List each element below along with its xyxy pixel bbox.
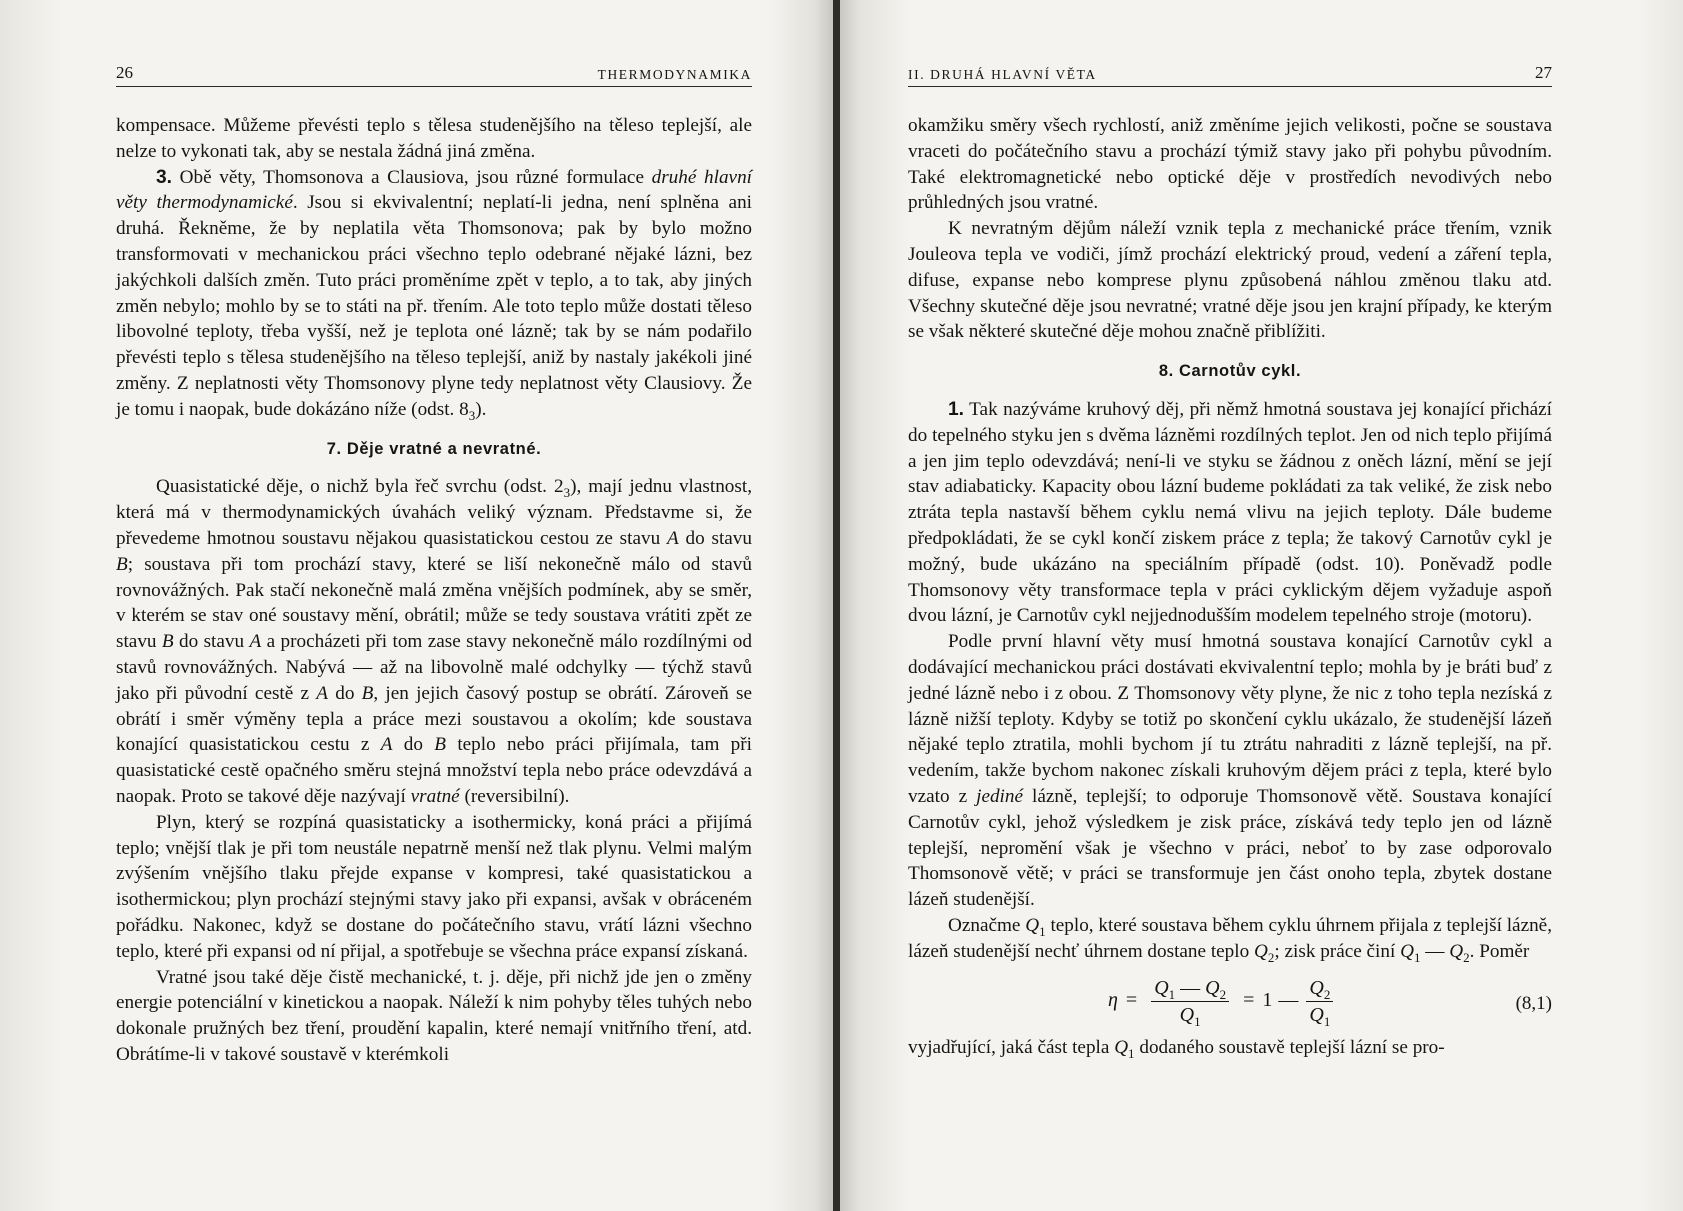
left-text-block xyxy=(116,113,752,1068)
paragraph-first-law: Podle první hlavní věty musí hmotná soustava konající Carnotův cykl a dodávající mechanickou práci dostávati ekvivalentní teplo; mohla by je bráti buď z jedné lázně nebo i z obou. Z Thomsonovy věty plyne, že nic z toho tepla nezíská z lázně nižší teploty. Kdyby se totiž po skončení cyklu ukázalo, že studenější lázeň nějaké teplo ztratila, mohli bychom jí tu ztrátu nahraditi z lázně teplejší, na př. vedením, takže bychom nakonec získali kruhovým dějem práci z tepla, které bylo vzato z jediné lázně, teplejší; to odporuje Thomsonově větě. Soustava konající Carnotův cykl, jehož výsledkem je zisk práce, získává tedy teplo jen od lázně teplejší, nepromění však je všechno v práci, neboť to by zase odporovalo Thomsonově větě; v práci se transformuje jen část onoho tepla, zbytek dostane lázeň studenější. xyxy=(908,631,1552,911)
formula-efficiency xyxy=(908,971,1552,1031)
page-number-left: 26 xyxy=(116,63,133,82)
paragraph-carnot-definition: 1. Tak nazýváme kruhový děj, při němž hmotná soustava jej konající přichází do tepelného styku jen s dvěma lázněmi rozdílných teplot. Jen od nich teplo přijímá a jen jim teplo odevzdává; není-li ve styku se žádnou z oněch lázní, mění se její stav adiabaticky. Kapacity obou lázní budeme pokládati za tak veliké, že zisk nebo ztráta tepla nastavší během cyklu nemá vlivu na jejich teploty. Dále budeme předpokládati, že se cykl končí ziskem práce z tepla; že takový Carnotův cykl je možný, bude ukázáno na speciálním případě (odst. 10). Poněvadž podle Thomsonovy věty transformace tepla v práci cyklickým dějem vyžaduje aspoň dvou lázní, je Carnotův cykl nejjednodušším modelem tepelného stroje (motoru). xyxy=(908,398,1552,627)
section-heading-7: 7. Děje vratné a nevratné. xyxy=(326,439,542,458)
running-title-right: II. DRUHÁ HLAVNÍ VĚTA xyxy=(908,67,1097,82)
efficiency-equation: η = $\frac{Q_1 — Q_2}{Q_1}$ = 1 — $\frac{Q_2}{Q_1}$ xyxy=(1108,977,1339,1026)
paragraph-kompensace: kompensace. Můžeme převésti teplo s tělesa studenějšího na těleso teplejší, ale nelze to vykonati tak, aby se nestala žádná jiná změna. xyxy=(116,115,752,162)
paragraph-irreversible: K nevratným dějům náleží vznik tepla z mechanické práce třením, vznik Jouleova tepla ve vodiči, jímž prochází elektrický proud, vedení a záření tepla, difuse, expanse nebo komprese plynu způsobená náhlou změnou tlaku atd. Všechny skutečné děje jsou nevratné; vratné děje jsou jen krajní případy, ke kterým se však některé skutečné děje mohou značně přiblížiti. xyxy=(908,218,1552,343)
book-gutter xyxy=(833,0,840,1211)
right-text-block xyxy=(908,113,1552,1060)
running-head-right xyxy=(908,64,1552,87)
paragraph-quasistatic: Quasistatické děje, o nichž byla řeč svrchu (odst. $2_3$), mají jednu vlastnost, která má v thermodynamických úvahách veliký význam. Představme si, že převedeme hmotnou soustavu nějakou quasistatickou cestou ze stavu A do stavu B; soustava při tom prochází stavy, které se liší nekonečně málo od stavů rovnovážných. Pak stačí nekonečně malá změna vnějších podmínek, aby se směr, v kterém se stav oné soustavy mění, obrátil; může se tedy soustava vrátiti zpět ze stavu B do stavu A a procházeti při tom zase stavy nekonečně málo rozdílnými od stavů rovnovážných. Nabývá — až na libovolně malé odchylky — týchž stavů jako při původní cestě z A do B, jen jejich časový postup se obrátí. Zároveň se obrátí i směr výměny tepla a práce mezi soustavou a okolím; kde soustava konající quasistatickou cestu z A do B teplo nebo práci přijímala, tam při quasistatické cestě opačného směru stejná množství tepla nebo práce odevzdává a naopak. Proto se takové děje nazývají vratné (reversibilní). xyxy=(116,476,752,807)
running-title-left: THERMODYNAMIKA xyxy=(597,67,752,82)
page-number-right: 27 xyxy=(1535,63,1552,82)
paragraph-gas-expansion: Plyn, který se rozpíná quasistaticky a isothermicky, koná práci a přijímá teplo; vnější tlak je při tom neustále nepatrně menší než tlak plynu. Velmi malým zvýšením vnějšího tlaku přejde expanse v kompresi, také quasistatickou a isothermickou; plyn prochází stejnými stavy jako při expansi, avšak v obráceném pořádku. Nakonec, když se dostane do počátečního stavu, vrátí lázni všechno teplo, které při expansi od ní přijal, a spotřebuje se všechna práce expansí získaná. xyxy=(116,811,752,962)
paragraph-number: 3. xyxy=(156,166,173,188)
paragraph-equivalence: 3. Obě věty, Thomsonova a Clausiova, jsou různé formulace druhé hlavní věty thermodynamické. Jsou si ekvivalentní; neplatí-li jedna, není splněna ani druhá. Řekněme, že by neplatila věta Thomsonova; pak by bylo možno transformovati v mechanickou práci všechno teplo odebrané nějaké lázni, bez jakýchkoli dalších změn. Tuto práci proměníme zpět v teplo, a to tak, aby jiných změn nebylo; mohlo by se to státi na př. třením. Ale toto teplo může dostati těleso libovolné teploty, třeba vyšší, než je teplota oné lázně; tak by se nám podařilo převésti teplo s tělesa studenějšího na těleso teplejší, aniž by nastaly jakékoli jiné změny. Z neplatnosti věty Thomsonovy plyne tedy neplatnost věty Clausiovy. Že je tomu i naopak, bude dokázáno níže (odst. $8_3$). xyxy=(116,166,752,423)
paragraph-mechanical: Vratné jsou také děje čistě mechanické, t. j. děje, při nichž jde jen o změny energie potenciální v kinetickou a naopak. Náleží k nim pohyby těles tuhých nebo dokonale pružných bez tření, proudění kapalin, které nemají vnitřního tření, atd. Obrátíme-li v takové soustavě v kterémkoli xyxy=(116,966,752,1065)
running-head-left xyxy=(116,64,752,87)
paragraph-oznacme: Označme $Q_1$ teplo, které soustava během cyklu úhrnem přijala z teplejší lázně, lázeň studenější nechť úhrnem dostane teplo $Q_2$; zisk práce činí $Q_1$ — $Q_2$. Poměr xyxy=(908,914,1552,965)
term-vratne: vratné xyxy=(410,785,460,807)
fraction-work-over-heat: $\frac{Q_1 — Q_2}{Q_1}$ xyxy=(1151,977,1229,1026)
paragraph-number: 1. xyxy=(948,398,965,420)
right-page xyxy=(840,0,1683,1211)
equation-number: (8,1) xyxy=(1515,992,1552,1014)
eta-symbol: η xyxy=(1108,989,1118,1012)
fraction-q2-over-q1: $\frac{Q_2}{Q_1}$ xyxy=(1306,977,1333,1026)
paragraph-okamziku: okamžiku směry všech rychlostí, aniž změníme jejich velikosti, počne se soustava vraceti do počátečního stavu a prochází týmiž stavy jako při pohybu původním. Také elektromagnetické nebo optické děje v prostředích nevodivých nebo průhledných jsou vratné. xyxy=(908,115,1552,214)
term-second-law: druhé hlavní věty thermodynamické xyxy=(116,166,752,214)
term-jedine: jediné xyxy=(976,785,1023,807)
section-heading-8: 8. Carnotův cykl. xyxy=(1158,362,1302,381)
paragraph-vyjadrujici: vyjadřující, jaká část tepla $Q_1$ dodaného soustavě teplejší lázní se pro- xyxy=(908,1036,1445,1061)
left-page xyxy=(0,0,833,1211)
